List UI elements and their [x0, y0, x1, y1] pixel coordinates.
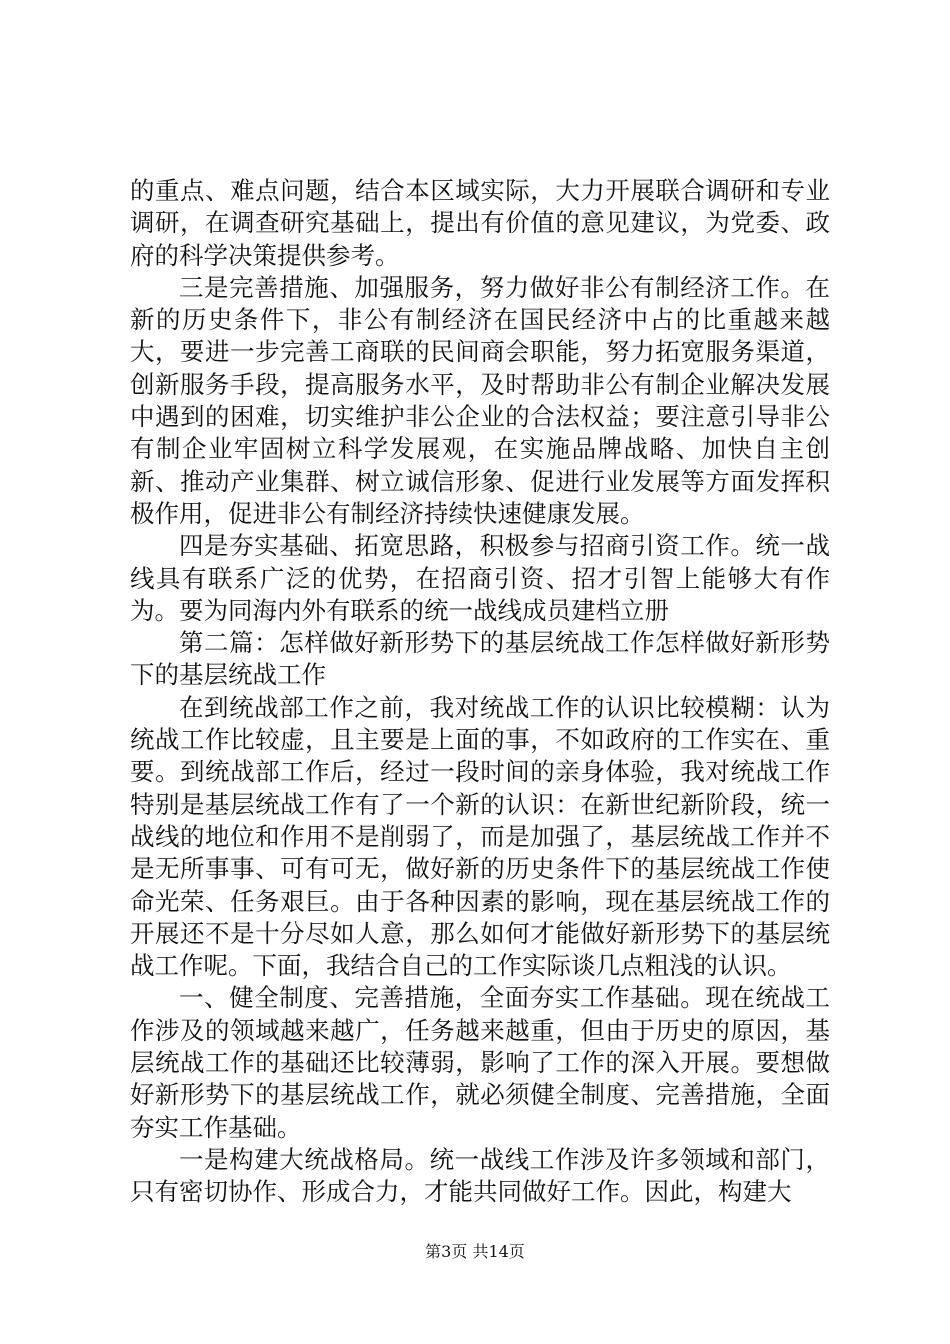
paragraph-sub-point-one: 一是构建大统战格局。统一战线工作涉及许多领域和部门，只有密切协作、形成合力，才能共同做好工作。因此，构建大 — [130, 1144, 830, 1207]
page-number-footer: 第3页 共14页 — [425, 1242, 525, 1261]
paragraph-introduction: 在到统战部工作之前，我对统战工作的认识比较模糊：认为统战工作比较虚，且主要是上面的事，不如政府的工作实在、重要。到统战部工作后，经过一段时间的亲身体验，我对统战工作特别是基层统战工作有了一个新的认识：在新世纪新阶段，统一战线的地位和作用不是削弱了，而是加强了，基层统战工作并不是无所事事、可有可无，做好新的历史条件下的基层统战工作使命光荣、任务艰巨。由于各种因素的影响，现在基层统战工作的开展还不是十分尽如人意，那么如何才能做好新形势下的基层统战工作呢。下面，我结合自己的工作实际谈几点粗浅的认识。 — [130, 692, 830, 981]
section-heading-part-two: 第二篇：怎样做好新形势下的基层统战工作怎样做好新形势下的基层统战工作 — [130, 628, 830, 690]
paragraph-point-one: 一、健全制度、完善措施，全面夯实工作基础。现在统战工作涉及的领域越来越广，任务越来越重，但由于历史的原因，基层统战工作的基础还比较薄弱，影响了工作的深入开展。要想做好新形势下的基层统战工作，就必须健全制度、完善措施，全面夯实工作基础。 — [130, 983, 830, 1142]
paragraph-non-public-economy: 三是完善措施、加强服务，努力做好非公有制经济工作。在新的历史条件下，非公有制经济在国民经济中占的比重越来越大，要进一步完善工商联的民间商会职能，努力拓宽服务渠道，创新服务手段，提高服务水平，及时帮助非公有制企业解决发展中遇到的困难，切实维护非公企业的合法权益；要注意引导非公有制企业牢固树立科学发展观，在实施品牌战略、加快自主创新、推动产业集群、树立诚信形象、促进行业发展等方面发挥积极作用，促进非公有制经济持续快速健康发展。 — [130, 272, 830, 528]
document-body — [130, 175, 830, 1209]
paragraph-investment-attraction: 四是夯实基础、拓宽思路，积极参与招商引资工作。统一战线具有联系广泛的优势，在招商引资、招才引智上能够大有作为。要为同海内外有联系的统一战线成员建档立册 — [130, 531, 830, 625]
paragraph-continuation: 的重点、难点问题，结合本区域实际，大力开展联合调研和专业调研，在调查研究基础上，提出有价值的意见建议，为党委、政府的科学决策提供参考。 — [130, 176, 830, 270]
